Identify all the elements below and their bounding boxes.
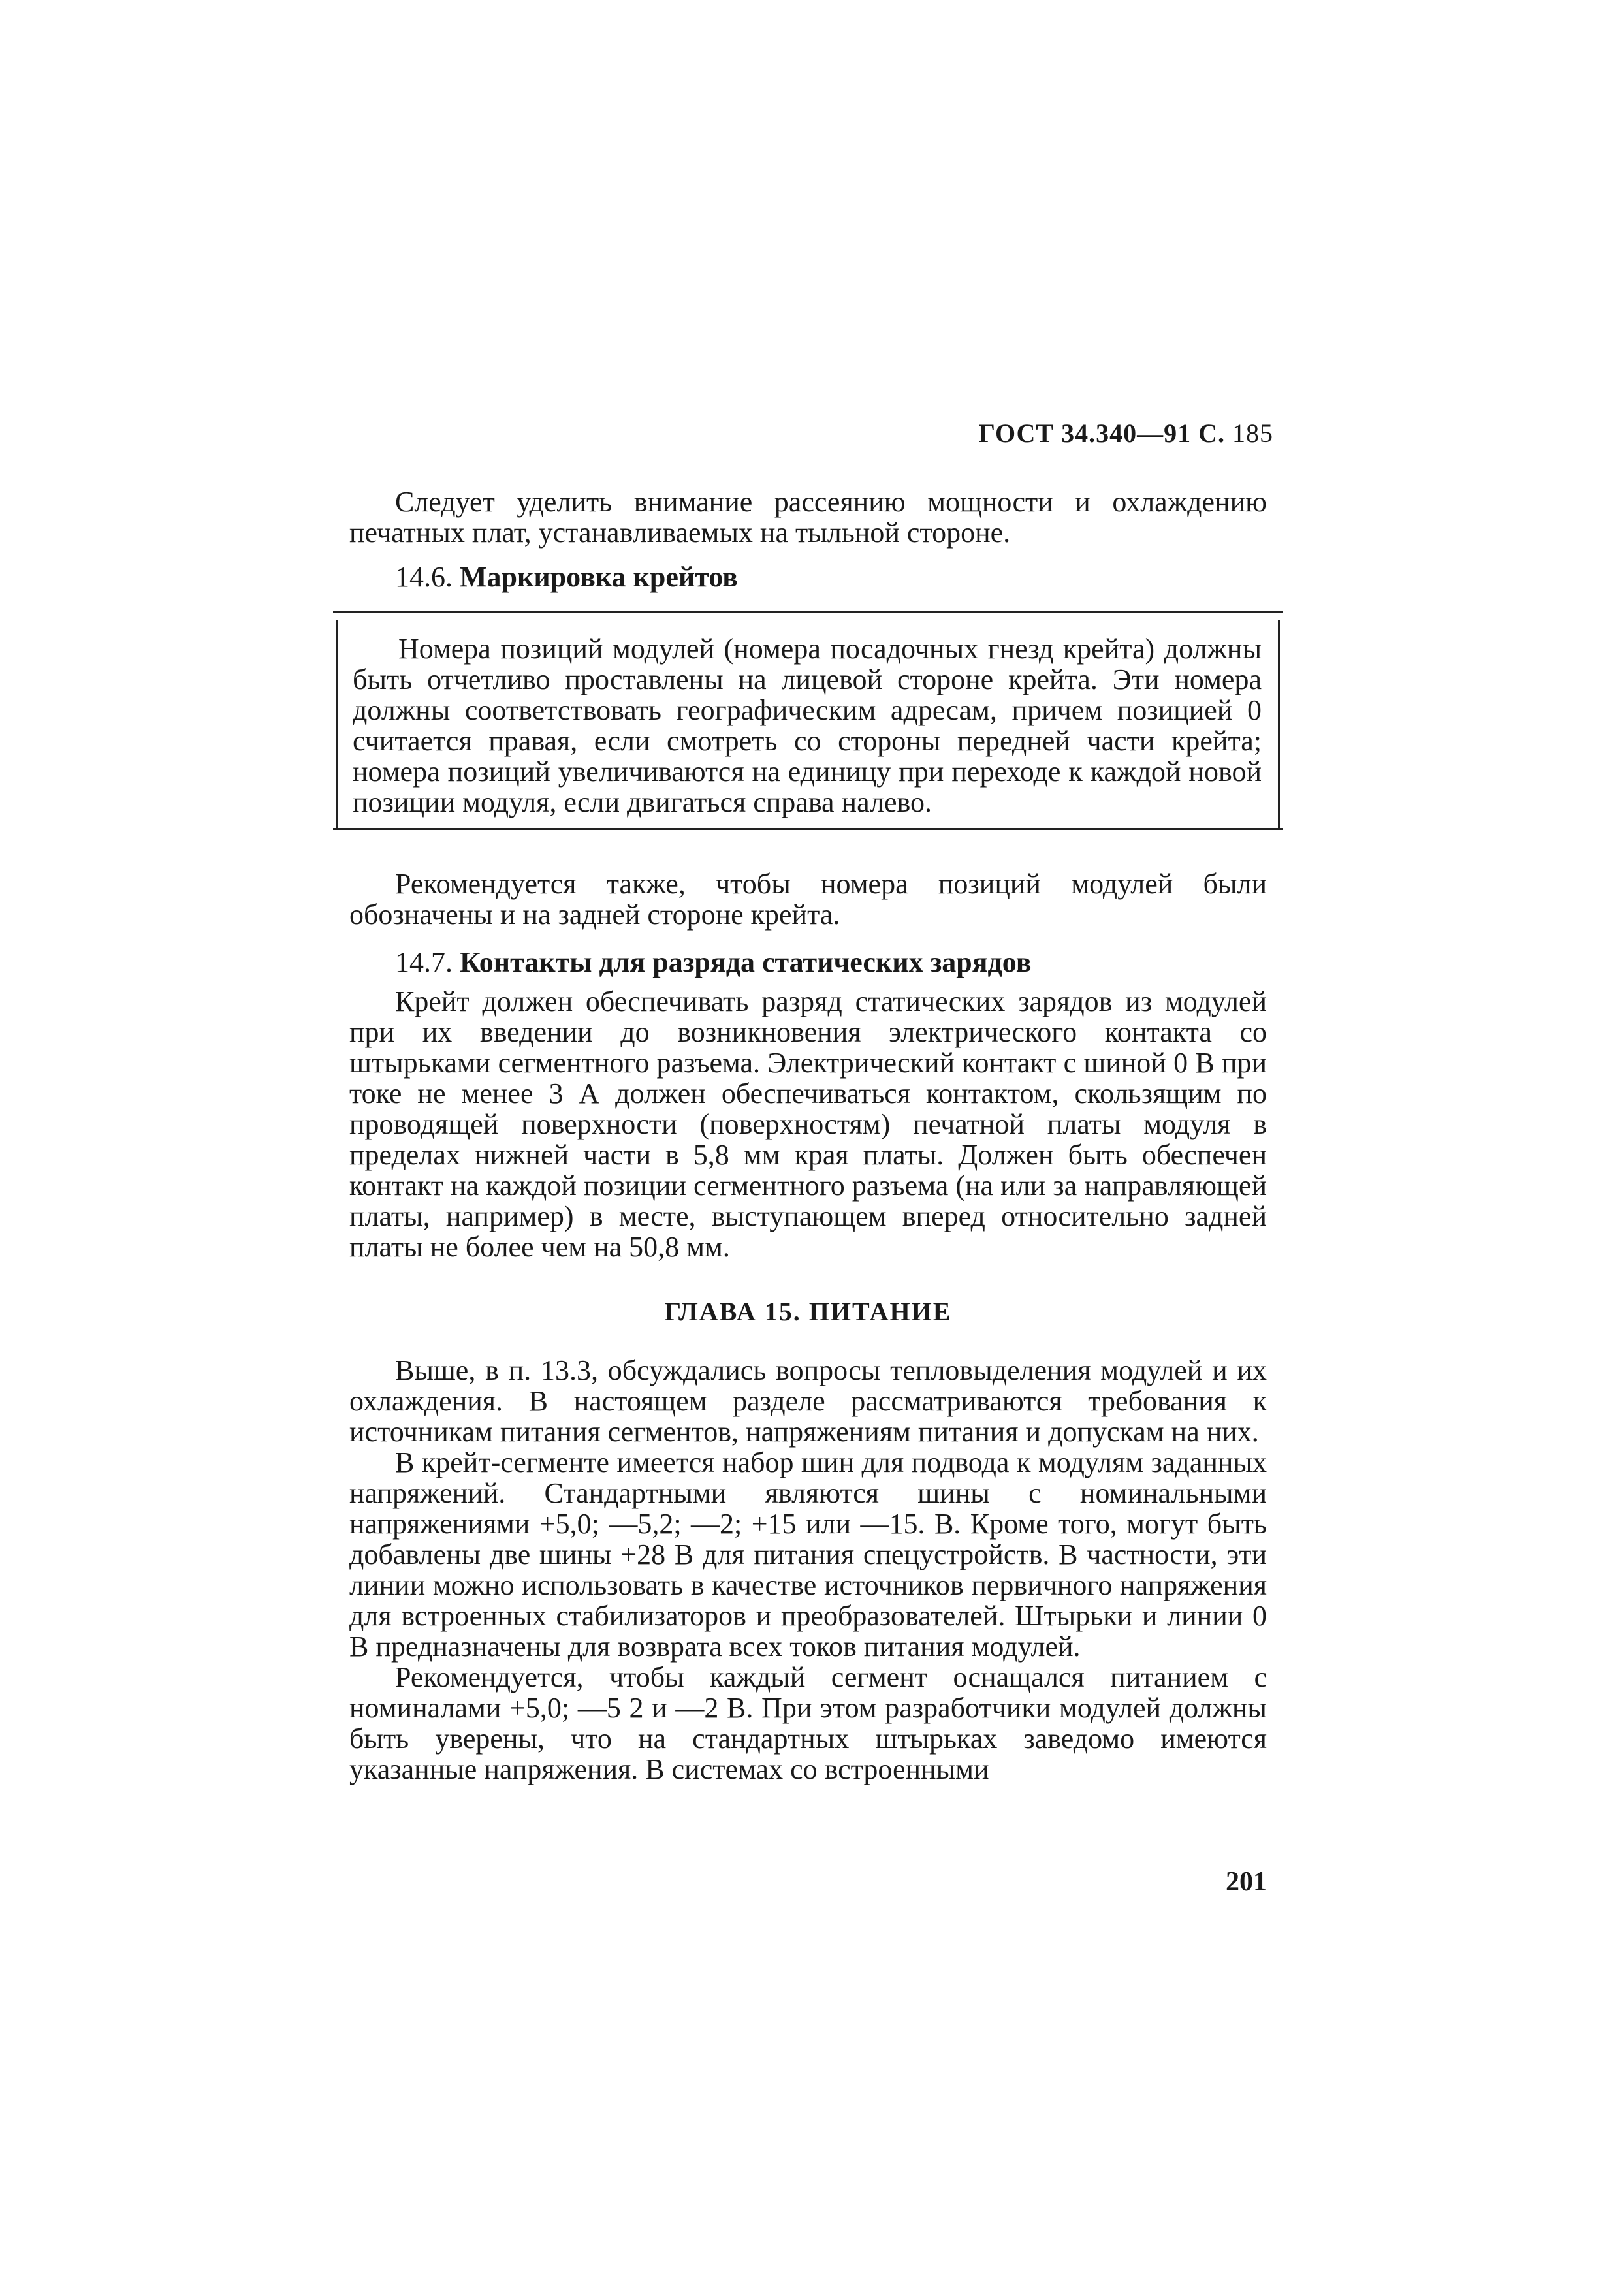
chapter-15-heading: ГЛАВА 15. ПИТАНИЕ [664, 1297, 952, 1326]
chapter-15-paragraph-2: В крейт-сегменте имеется набор шин для подвода к модулям заданных напряжений. Стандартными являются шины с номинальными напряжениями +5,0; —5,2; —2; +15 или —15. В. Кроме того, могут быть добавлены две шины +28 В для питания спецустройств. В частности, эти линии можно использовать в качестве источников первичного напряжения для встроенных стабилизаторов и преобразователей. Штырьки и линии 0 В предназначены для возврата всех токов питания модулей. [349, 1446, 1267, 1663]
section-14-6-title: Маркировка крейтов [460, 561, 738, 593]
folio-page-number: 201 [1226, 1867, 1267, 1897]
boxed-requirement-text: Номера позиций модулей (номера посадочных гнезд крейта) должны быть отчетливо проставлены на лицевой стороне крейта. Эти номера должны соответствовать географическим адресам, причем позицией 0 считается правая, если смотреть со стороны передней части крейта; номера позиций увеличиваются на единицу при переходе к каждой новой позиции модуля, если двигаться справа налево. [353, 633, 1262, 818]
running-header [784, 418, 1273, 449]
intro-paragraph: Следует уделить внимание рассеянию мощности и охлаждению печатных плат, устанавливаемых на тыльной стороне. [349, 486, 1267, 549]
section-14-6-number: 14.6. [395, 561, 453, 593]
section-14-7-number: 14.7. [395, 946, 453, 978]
header-page-number: 185 [1232, 419, 1273, 448]
recommendation-block [349, 868, 1267, 930]
intro-paragraph-block [349, 486, 1267, 548]
section-14-7-title: Контакты для разряда статических зарядов [460, 946, 1032, 978]
chapter-15-paragraph-1: Выше, в п. 13.3, обсуждались вопросы тепловыделения модулей и их охлаждения. В настоящем разделе рассматриваются требования к источникам питания сегментов, напряжениям питания и допускам на них. [349, 1354, 1267, 1448]
chapter-15-paragraph-3: Рекомендуется, чтобы каждый сегмент оснащался питанием с номиналами +5,0; —5 2 и —2 В. При этом разработчики модулей должны быть уверены, что на стандартных штырьках заведомо имеются указанные напряжения. В системах со встроенными [349, 1661, 1267, 1785]
standard-designation: ГОСТ 34.340—91 С. [978, 419, 1225, 448]
section-14-7-block [349, 986, 1267, 1262]
boxed-requirement [336, 620, 1280, 828]
section-14-7-heading [349, 947, 1267, 978]
recommendation-paragraph: Рекомендуется также, чтобы номера позиций модулей были обозначены и на задней стороне крейта. [349, 868, 1267, 931]
chapter-15-block [349, 1355, 1267, 1785]
section-14-6-heading [349, 562, 1267, 592]
section-14-7-paragraph: Крейт должен обеспечивать разряд статических зарядов из модулей при их введении до возникновения электрического контакта со штырьками сегментного разъема. Электрический контакт с шиной 0 В при токе не менее 3 А должен обеспечиваться контактом, скользящим по проводящей поверхности (поверхностям) печатной платы модуля в пределах нижней части в 5,8 мм края платы. Должен быть обеспечен контакт на каждой позиции сегментного разъема (на или за направляющей платы, например) в месте, выступающем вперед относительно задней платы не более чем на 50,8 мм. [349, 985, 1267, 1263]
box-bottom-rule [333, 828, 1283, 830]
box-top-rule [333, 611, 1283, 613]
